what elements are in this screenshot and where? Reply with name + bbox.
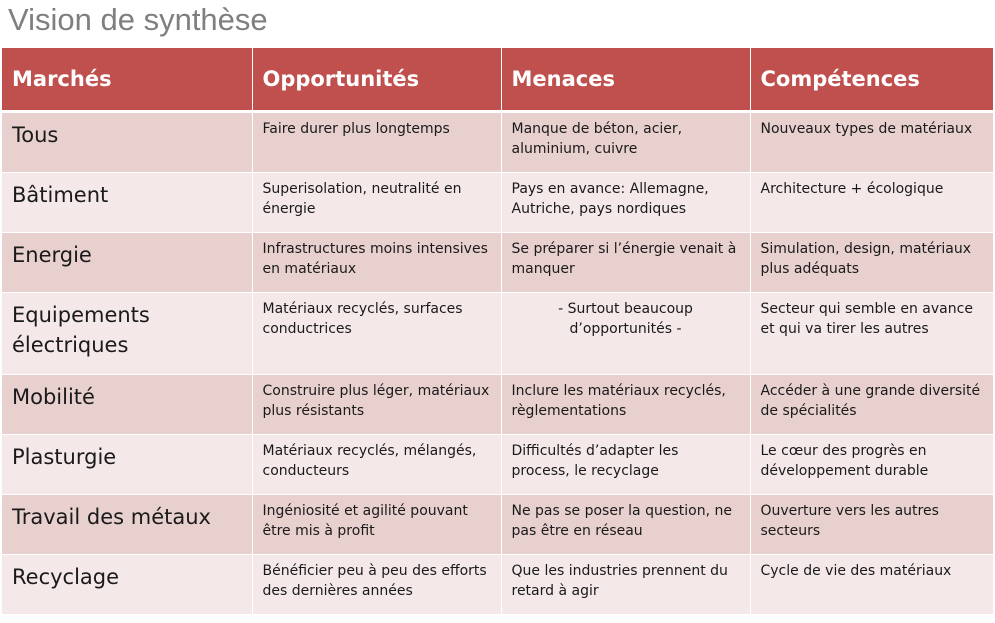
threats-cell: Inclure les matériaux recyclés, règlementations xyxy=(501,375,750,435)
synthesis-table xyxy=(2,48,993,615)
opportunities-cell: Ingéniosité et agilité pouvant être mis à profit xyxy=(252,495,501,555)
header-skills: Compétences xyxy=(750,48,993,112)
market-cell: Energie xyxy=(2,233,252,293)
table-row xyxy=(2,233,993,293)
market-cell: Plasturgie xyxy=(2,435,252,495)
skills-cell: Cycle de vie des matériaux xyxy=(750,555,993,615)
market-cell: Mobilité xyxy=(2,375,252,435)
table-header-row xyxy=(2,48,993,112)
opportunities-cell: Matériaux recyclés, mélangés, conducteurs xyxy=(252,435,501,495)
skills-cell: Simulation, design, matériaux plus adéquats xyxy=(750,233,993,293)
opportunities-cell: Bénéficier peu à peu des efforts des dernières années xyxy=(252,555,501,615)
market-cell: Tous xyxy=(2,112,252,173)
opportunities-cell: Superisolation, neutralité en énergie xyxy=(252,173,501,233)
table-row xyxy=(2,173,993,233)
header-threats: Menaces xyxy=(501,48,750,112)
skills-cell: Le cœur des progrès en développement durable xyxy=(750,435,993,495)
market-cell: Equipements électriques xyxy=(2,293,252,375)
threats-cell: Que les industries prennent du retard à agir xyxy=(501,555,750,615)
skills-cell: Ouverture vers les autres secteurs xyxy=(750,495,993,555)
table-row xyxy=(2,112,993,173)
threats-cell: Ne pas se poser la question, ne pas être en réseau xyxy=(501,495,750,555)
skills-cell: Architecture + écologique xyxy=(750,173,993,233)
opportunities-cell: Infrastructures moins intensives en matériaux xyxy=(252,233,501,293)
table-row xyxy=(2,555,993,615)
threats-cell: - Surtout beaucoup d’opportunités - xyxy=(501,293,750,375)
market-cell: Travail des métaux xyxy=(2,495,252,555)
threats-cell: Manque de béton, acier, aluminium, cuivre xyxy=(501,112,750,173)
skills-cell: Secteur qui semble en avance et qui va tirer les autres xyxy=(750,293,993,375)
threats-cell: Se préparer si l’énergie venait à manquer xyxy=(501,233,750,293)
table-row xyxy=(2,435,993,495)
opportunities-cell: Faire durer plus longtemps xyxy=(252,112,501,173)
opportunities-cell: Construire plus léger, matériaux plus résistants xyxy=(252,375,501,435)
opportunities-cell: Matériaux recyclés, surfaces conductrices xyxy=(252,293,501,375)
market-cell: Bâtiment xyxy=(2,173,252,233)
threats-cell: Pays en avance: Allemagne, Autriche, pays nordiques xyxy=(501,173,750,233)
header-markets: Marchés xyxy=(2,48,252,112)
table-row xyxy=(2,293,993,375)
header-opportunities: Opportunités xyxy=(252,48,501,112)
threats-cell: Difficultés d’adapter les process, le recyclage xyxy=(501,435,750,495)
skills-cell: Accéder à une grande diversité de spécialités xyxy=(750,375,993,435)
table-row xyxy=(2,495,993,555)
skills-cell: Nouveaux types de matériaux xyxy=(750,112,993,173)
market-cell: Recyclage xyxy=(2,555,252,615)
slide-title: Vision de synthèse xyxy=(8,2,268,37)
table-row xyxy=(2,375,993,435)
